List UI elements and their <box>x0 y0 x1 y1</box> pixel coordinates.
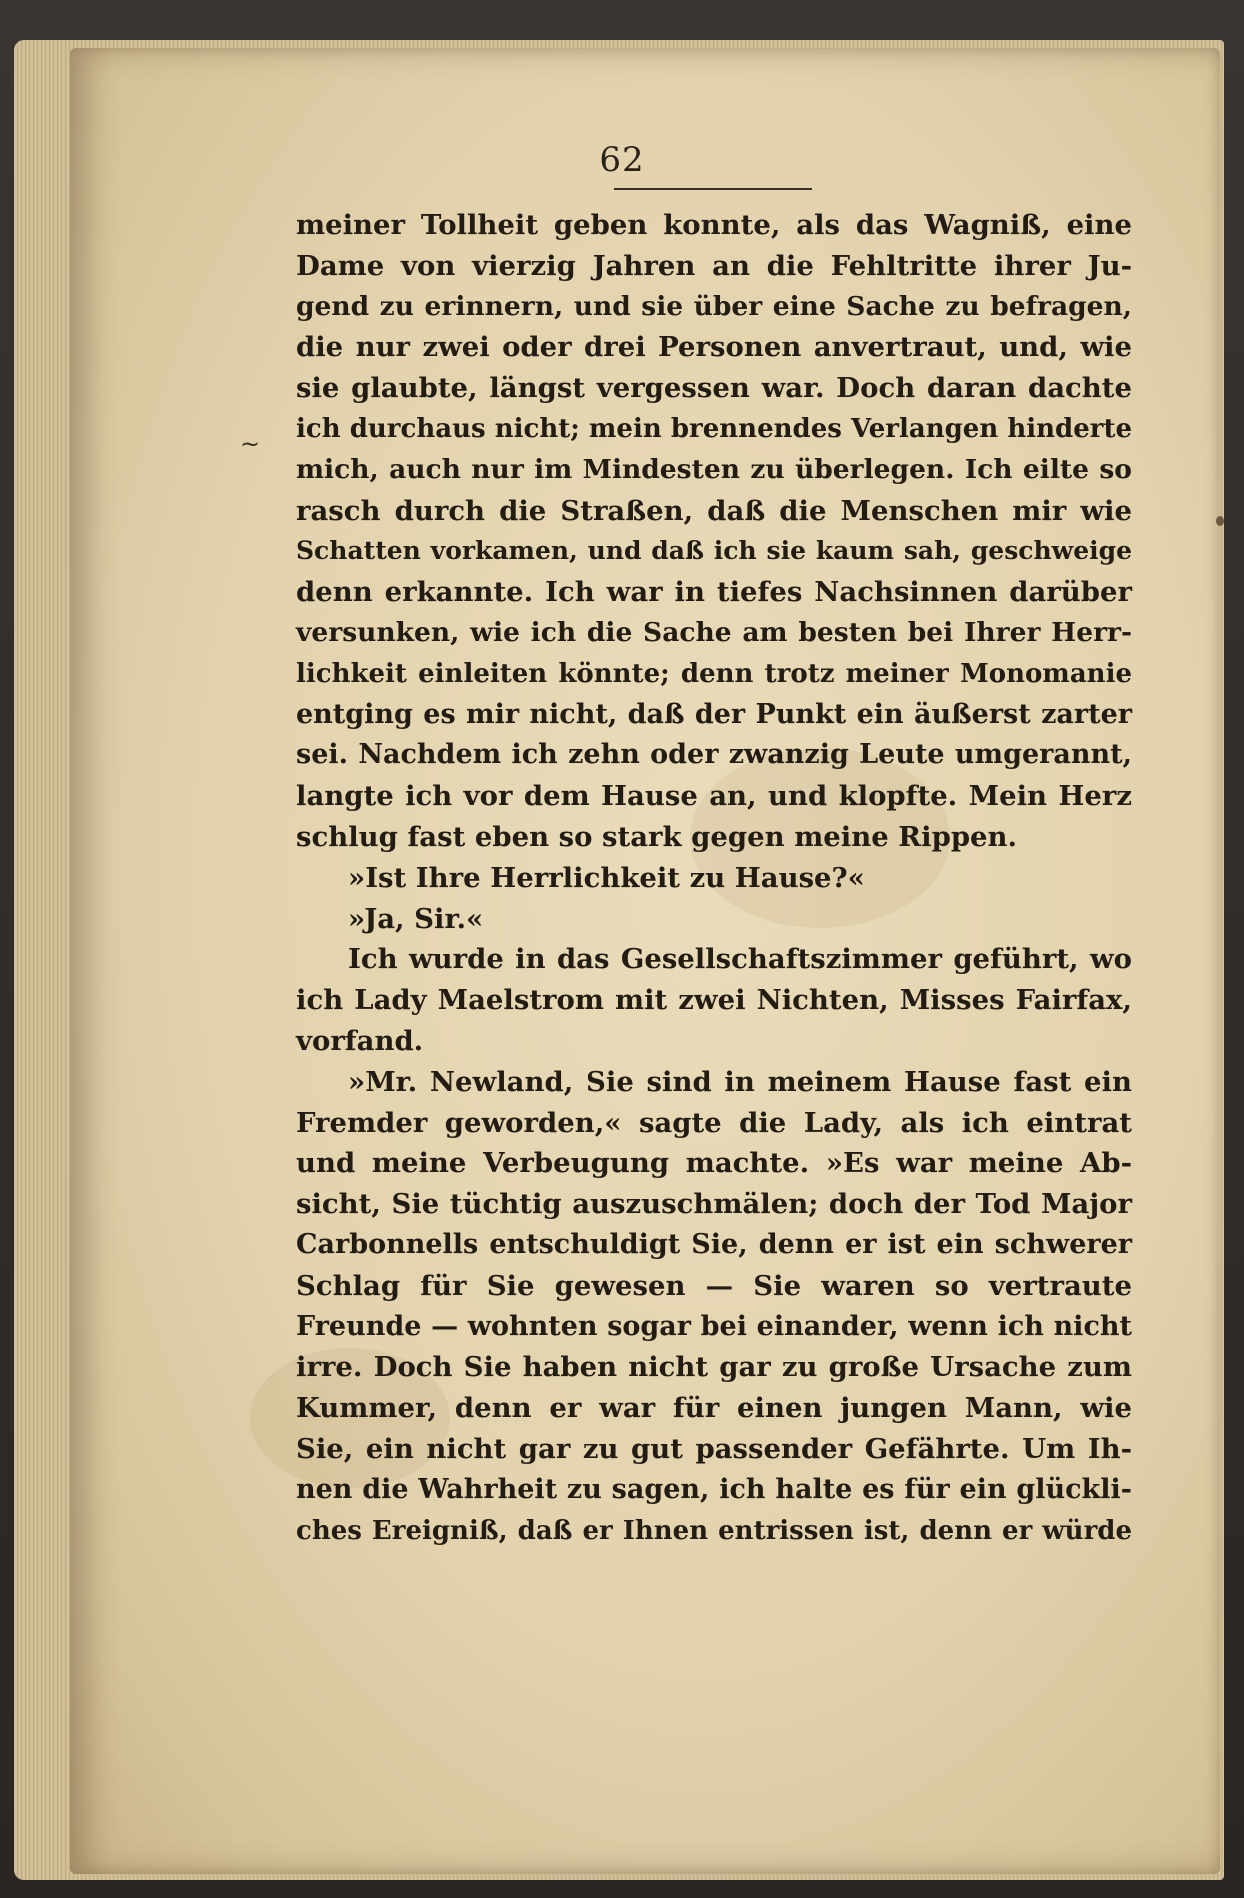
text-line: langte ich vor dem Hause an, und klopfte. Mein Herz <box>296 780 1132 813</box>
margin-mark: ~ <box>240 430 261 458</box>
text-line: sicht, Sie tüchtig auszuschmälen; doch der Tod Major <box>296 1188 1132 1221</box>
text-line: Carbonnells entschuldigt Sie, denn er ist ein schwerer <box>296 1228 1132 1260</box>
page-number: 62 <box>599 140 645 180</box>
text-line: nen die Wahrheit zu sagen, ich halte es für ein glückli- <box>296 1473 1132 1505</box>
text-line: sei. Nachdem ich zehn oder zwanzig Leute umgerannt, <box>296 739 1132 771</box>
text-line: sie glaubte, längst vergessen war. Doch daran dachte <box>296 372 1132 405</box>
text-line: Schlag für Sie gewesen — Sie waren so vertraute <box>296 1269 1132 1302</box>
text-line: »Ist Ihre Herrlichkeit zu Hause?« <box>348 861 865 894</box>
text-line: ich Lady Maelstrom mit zwei Nichten, Misses Fairfax, <box>296 984 1132 1017</box>
text-line: versunken, wie ich die Sache am besten bei Ihrer Herr- <box>296 616 1132 648</box>
text-line: »Mr. Newland, Sie sind in meinem Hause fast ein <box>348 1065 1132 1098</box>
text-line: die nur zwei oder drei Personen anvertraut, und, wie <box>296 331 1132 364</box>
text-line: ches Ereigniß, daß er Ihnen entrissen ist, denn er würde <box>296 1515 1132 1546</box>
text-line: ich durchaus nicht; mein brennendes Verlangen hinderte <box>296 413 1132 444</box>
header-rule <box>614 188 812 190</box>
text-line: denn erkannte. Ich war in tiefes Nachsinnen darüber <box>296 576 1132 609</box>
text-line: Fremder geworden,« sagte die Lady, als ich eintrat <box>296 1106 1132 1139</box>
text-line: mich, auch nur im Mindesten zu überlegen. Ich eilte so <box>296 453 1132 485</box>
text-line: Ich wurde in das Gesellschaftszimmer geführt, wo <box>348 943 1132 976</box>
text-line: »Ja, Sir.« <box>348 902 484 935</box>
text-line: entging es mir nicht, daß der Punkt ein äußerst zarter <box>296 698 1132 730</box>
text-line: schlug fast eben so stark gegen meine Rippen. <box>296 820 1018 853</box>
text-line: lichkeit einleiten könnte; denn trotz meiner Monomanie <box>296 658 1132 689</box>
text-line: vorfand. <box>296 1024 424 1057</box>
text-line: und meine Verbeugung machte. »Es war meine Ab- <box>296 1147 1132 1180</box>
text-line: meiner Tollheit geben konnte, als das Wagniß, eine <box>296 209 1132 241</box>
text-line: Schatten vorkamen, und daß ich sie kaum sah, geschweige <box>296 536 1132 566</box>
text-line: Sie, ein nicht gar zu gut passender Gefährte. Um Ih- <box>296 1432 1132 1465</box>
text-line: rasch durch die Straßen, daß die Menschen mir wie <box>296 494 1132 527</box>
text-line: Freunde — wohnten sogar bei einander, wenn ich nicht <box>296 1310 1132 1342</box>
text-line: irre. Doch Sie haben nicht gar zu große Ursache zum <box>296 1351 1132 1384</box>
text-line: gend zu erinnern, und sie über eine Sache zu befragen, <box>296 290 1132 322</box>
text-line: Dame von vierzig Jahren an die Fehltritte ihrer Ju- <box>296 249 1132 282</box>
text-line: Kummer, denn er war für einen jungen Mann, wie <box>296 1392 1132 1425</box>
body-text <box>296 205 1132 1551</box>
margin-ink-dot <box>1216 516 1224 526</box>
